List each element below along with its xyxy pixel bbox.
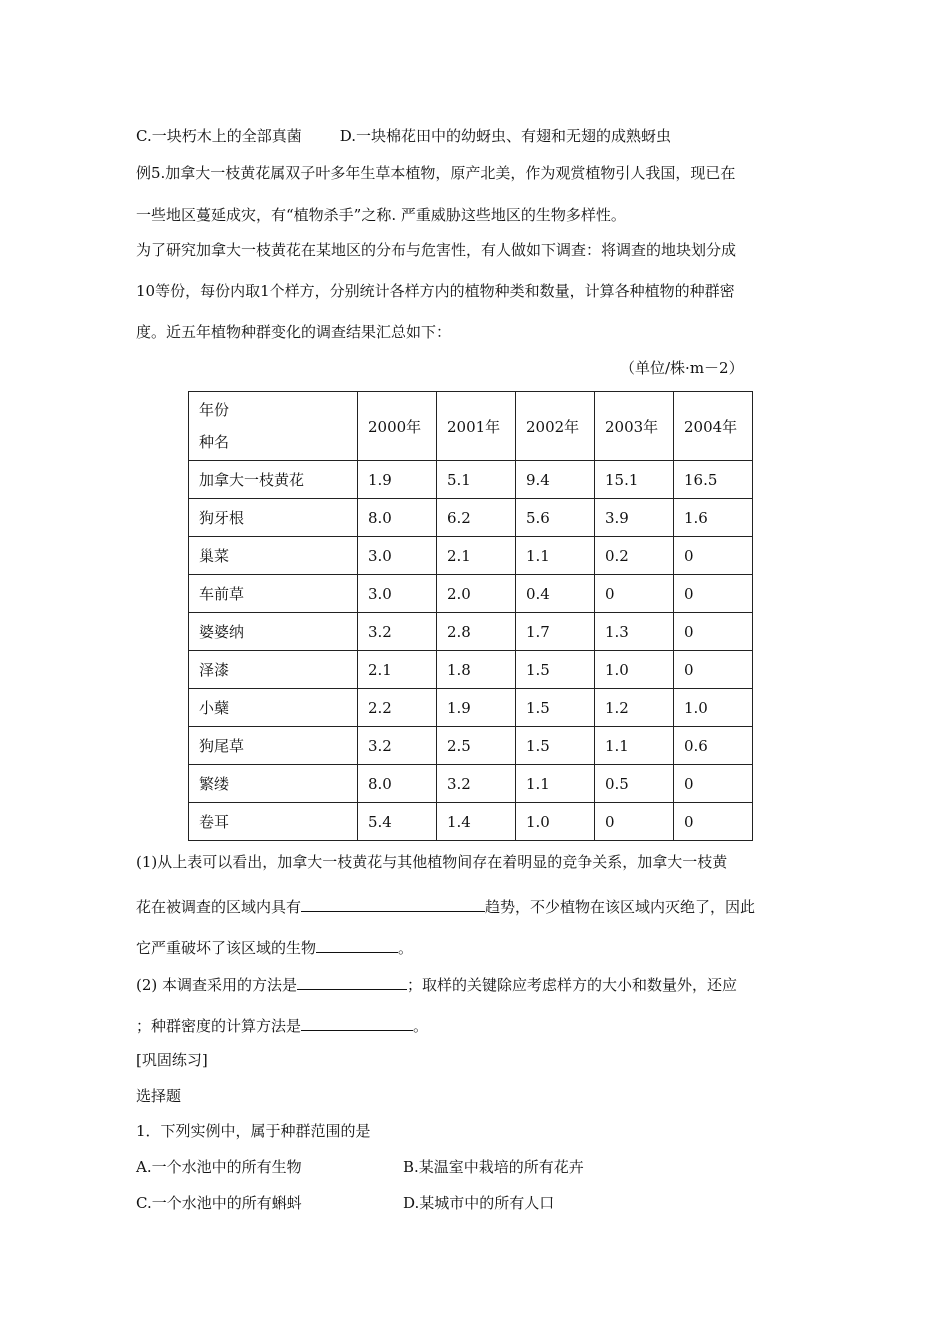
density-cell: 1.0 — [516, 803, 595, 841]
corner-species-label: 种名 — [199, 433, 230, 451]
species-name: 繁缕 — [189, 765, 358, 803]
density-cell: 1.3 — [595, 613, 674, 651]
density-cell: 3.2 — [437, 765, 516, 803]
density-cell: 0.6 — [674, 727, 753, 765]
year-header: 2004年 — [674, 392, 753, 461]
practice-options-ab — [136, 1157, 302, 1177]
example-line-1: 例5.加拿大一枝黄花属双子叶多年生草本植物，原产北美，作为观赏植物引人我国，现已在 — [136, 164, 736, 182]
practice-options-cd — [136, 1193, 302, 1213]
density-cell: 0 — [674, 537, 753, 575]
density-cell: 9.4 — [516, 461, 595, 499]
density-cell: 5.4 — [358, 803, 437, 841]
paragraph-line-1: 为了研究加拿大一枝黄花在某地区的分布与危害性，有人做如下调查：将调查的地块划分成 — [136, 241, 737, 259]
density-cell: 3.2 — [358, 613, 437, 651]
density-cell: 5.6 — [516, 499, 595, 537]
density-cell: 5.1 — [437, 461, 516, 499]
table-header-row — [189, 392, 753, 461]
practice-heading: [巩固练习] — [136, 1051, 208, 1069]
density-cell: 0.2 — [595, 537, 674, 575]
option-b-wrap — [403, 1157, 584, 1177]
option-d-wrap — [403, 1193, 554, 1213]
density-cell: 1.4 — [437, 803, 516, 841]
q2-text-c: ；种群密度的计算方法是 — [136, 1017, 302, 1035]
year-header: 2000年 — [358, 392, 437, 461]
paragraph-line-3: 度。近五年植物种群变化的调查结果汇总如下： — [136, 323, 452, 341]
density-cell: 3.9 — [595, 499, 674, 537]
year-header: 2003年 — [595, 392, 674, 461]
table-row — [189, 537, 753, 575]
species-name: 车前草 — [189, 575, 358, 613]
table-row — [189, 765, 753, 803]
density-cell: 0 — [674, 765, 753, 803]
q1-text-b: 趋势，不少植物在该区域内灭绝了，因此 — [485, 898, 756, 916]
table-row — [189, 575, 753, 613]
species-name: 巢菜 — [189, 537, 358, 575]
species-name: 泽漆 — [189, 651, 358, 689]
density-cell: 1.5 — [516, 651, 595, 689]
example-line-2: 一些地区蔓延成灾，有“植物杀手”之称. 严重威胁这些地区的生物多样性。 — [136, 206, 626, 224]
density-cell: 3.2 — [358, 727, 437, 765]
species-name: 加拿大一枝黄花 — [189, 461, 358, 499]
table-row — [189, 803, 753, 841]
q2-text-b: ；取样的关键除应考虑样方的大小和数量外，还应 — [407, 976, 738, 994]
species-name: 卷耳 — [189, 803, 358, 841]
year-header: 2001年 — [437, 392, 516, 461]
species-name: 狗牙根 — [189, 499, 358, 537]
population-density-table — [188, 391, 753, 841]
density-cell: 1.5 — [516, 689, 595, 727]
practice-question-1: 1．下列实例中，属于种群范围的是 — [136, 1122, 371, 1140]
table-row — [189, 689, 753, 727]
unit-label: （单位/株·m－2） — [620, 359, 744, 377]
paragraph-line-2: 10等份，每份内取1个样方，分别统计各样方内的植物种类和数量，计算各种植物的种群密 — [136, 282, 735, 300]
option-d-practice: D.某城市中的所有人口 — [403, 1194, 555, 1212]
table-row — [189, 499, 753, 537]
density-cell: 2.1 — [437, 537, 516, 575]
density-cell: 1.9 — [437, 689, 516, 727]
density-cell: 1.1 — [516, 765, 595, 803]
option-c-practice: C.一个水池中的所有蝌蚪 — [136, 1194, 302, 1212]
density-cell: 15.1 — [595, 461, 674, 499]
density-cell: 2.2 — [358, 689, 437, 727]
density-cell: 6.2 — [437, 499, 516, 537]
density-cell: 1.6 — [674, 499, 753, 537]
option-d: D.一块棉花田中的幼蚜虫、有翅和无翅的成熟蚜虫 — [339, 127, 671, 145]
density-cell: 1.9 — [358, 461, 437, 499]
density-cell: 8.0 — [358, 765, 437, 803]
question-1-line-2 — [136, 895, 755, 917]
option-b: B.某温室中栽培的所有花卉 — [403, 1158, 584, 1176]
density-cell: 2.5 — [437, 727, 516, 765]
table-row — [189, 461, 753, 499]
table-row — [189, 613, 753, 651]
species-name: 小蘖 — [189, 689, 358, 727]
density-cell: 0 — [595, 803, 674, 841]
density-cell: 2.0 — [437, 575, 516, 613]
species-name: 婆婆纳 — [189, 613, 358, 651]
method-answer-blank[interactable] — [297, 973, 407, 990]
density-cell: 0 — [674, 651, 753, 689]
diversity-answer-blank[interactable] — [316, 936, 398, 953]
density-cell: 0 — [674, 575, 753, 613]
density-cell: 3.0 — [358, 537, 437, 575]
density-cell: 1.1 — [595, 727, 674, 765]
density-cell: 1.8 — [437, 651, 516, 689]
q2-text-d: 。 — [413, 1017, 429, 1035]
corner-header-cell — [189, 392, 358, 461]
trend-answer-blank[interactable] — [301, 895, 485, 912]
density-cell: 0 — [674, 613, 753, 651]
density-cell: 0.5 — [595, 765, 674, 803]
table-row — [189, 651, 753, 689]
calculation-answer-blank[interactable] — [301, 1014, 413, 1031]
density-cell: 8.0 — [358, 499, 437, 537]
question-2-line-1 — [136, 973, 737, 995]
density-cell: 0 — [595, 575, 674, 613]
option-c: C.一块朽木上的全部真菌 — [136, 127, 302, 145]
q1-text-c: 它严重破坏了该区域的生物 — [136, 939, 317, 957]
density-cell: 2.8 — [437, 613, 516, 651]
density-cell: 0.4 — [516, 575, 595, 613]
q1-text-a: 花在被调查的区域内具有 — [136, 898, 302, 916]
species-name: 狗尾草 — [189, 727, 358, 765]
density-cell: 1.0 — [595, 651, 674, 689]
question-1-line-3 — [136, 936, 413, 958]
table-row — [189, 727, 753, 765]
density-cell: 2.1 — [358, 651, 437, 689]
question-1-line-1: (1)从上表可以看出，加拿大一枝黄花与其他植物间存在着明显的竞争关系，加拿大一枝黄 — [136, 853, 728, 871]
year-header: 2002年 — [516, 392, 595, 461]
practice-subheading: 选择题 — [136, 1087, 182, 1105]
density-cell: 1.0 — [674, 689, 753, 727]
density-cell: 16.5 — [674, 461, 753, 499]
density-cell: 1.2 — [595, 689, 674, 727]
density-cell: 1.7 — [516, 613, 595, 651]
density-cell: 1.1 — [516, 537, 595, 575]
density-cell: 1.5 — [516, 727, 595, 765]
density-cell: 0 — [674, 803, 753, 841]
corner-year-label: 年份 — [199, 401, 230, 419]
question-2-line-2 — [136, 1014, 428, 1036]
option-a: A.一个水池中的所有生物 — [136, 1158, 302, 1176]
density-cell: 3.0 — [358, 575, 437, 613]
q2-text-a: (2) 本调查采用的方法是 — [136, 976, 298, 994]
q1-text-d: 。 — [398, 939, 414, 957]
options-cd-line — [136, 126, 671, 146]
